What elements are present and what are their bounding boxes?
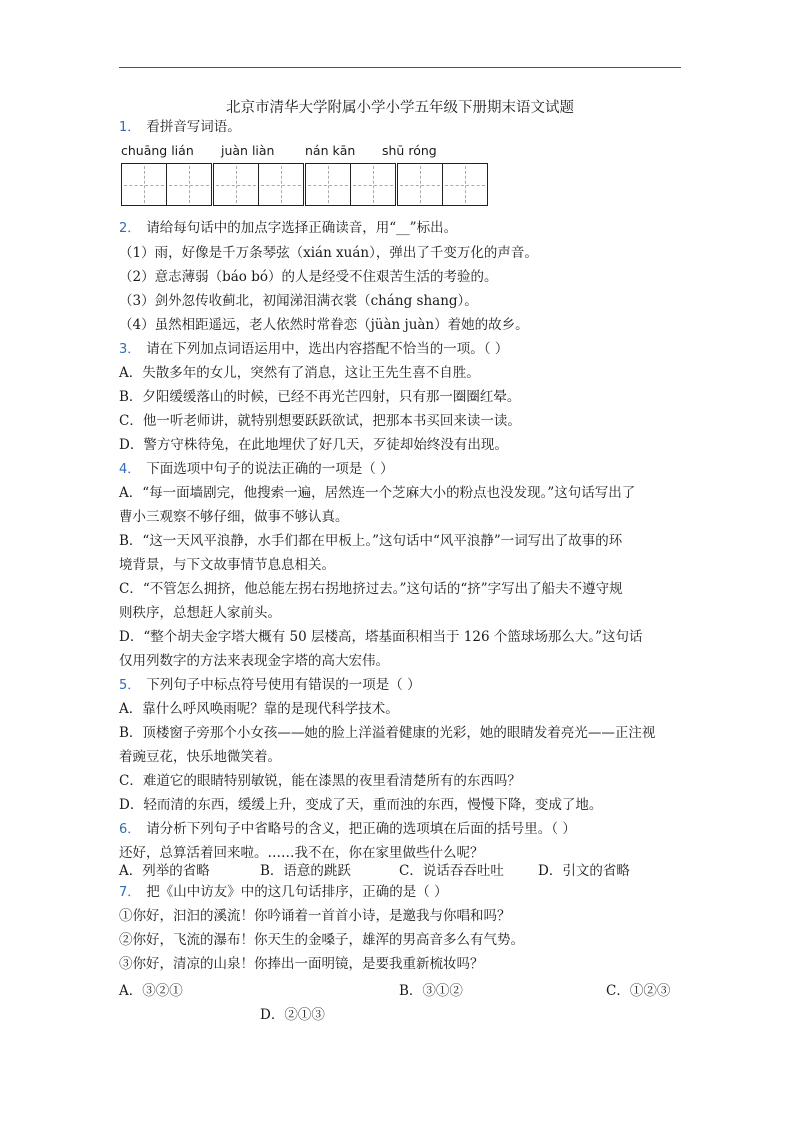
tian-cell	[258, 163, 304, 206]
answer-box[interactable]	[121, 163, 213, 206]
option: B．夕阳缓缓落山的时候，已经不再光芒四射，只有那一圈圈红晕。	[119, 389, 521, 405]
sub-item: （3）剑外忽传收蓟北，初闻涕泪满衣裳（cháng shang）。	[119, 293, 478, 309]
option-line: C．难道它的眼睛特别敏锐，能在漆黑的夜里看清楚所有的东西吗？	[119, 773, 521, 789]
question-1	[119, 118, 689, 137]
option: A．③②①	[119, 983, 183, 999]
tian-cell	[305, 163, 351, 206]
answer-box[interactable]	[213, 163, 305, 206]
question-number: 2．	[119, 221, 141, 236]
question-6	[119, 820, 689, 839]
option: A．失散多年的女儿，突然有了消息，这让王先生喜不自胜。	[119, 365, 480, 381]
sub-item: （4）虽然相距遥远，老人依然时常眷恋（jüàn juàn）着她的故乡。	[119, 317, 529, 333]
page-title: 北京市清华大学附属小学小学五年级下册期末语文试题	[226, 100, 574, 116]
question-text: 下列句子中标点符号使用有错误的一项是（ ）	[146, 677, 421, 693]
writing-grid	[121, 163, 489, 206]
question-number: 6．	[119, 822, 141, 837]
option-line: A．“每一面墙剧完，他搜索一遍，居然连一个芝麻大小的粉点也没发现。”这句话写出了	[119, 485, 636, 501]
option-line: C．“不管怎么拥挤，他总能左拐右拐地挤过去。”这句话的“挤”字写出了船夫不遵守规	[119, 581, 623, 597]
option: D．引文的省略	[538, 863, 630, 879]
option-line: B．“这一天风平浪静，水手们都在甲板上。”这句话中“风平浪静”一词写出了故事的环	[119, 533, 623, 549]
option: D．警方守株待兔，在此地埋伏了好几天，歹徒却始终没有出现。	[119, 437, 508, 453]
sub-item: （2）意志薄弱（báo bó）的人是经受不住艰苦生活的考验的。	[119, 269, 498, 285]
pinyin-label: chuāng lián	[121, 143, 194, 158]
question-number: 3．	[119, 342, 141, 357]
option: C．他一听老师讲，就特别想要跃跃欲试，把那本书买回来读一读。	[119, 413, 521, 429]
option-line: 则秩序，总想赶人家前头。	[119, 605, 281, 621]
option-line: 仅用列数字的方法来表现金字塔的高大宏伟。	[119, 653, 389, 669]
option-line: 着豌豆花，快乐地微笑着。	[119, 749, 281, 765]
option-line: A．靠什么呼风唤雨呢？靠的是现代科学技术。	[119, 701, 399, 717]
option: D．②①③	[260, 1007, 325, 1023]
tian-cell	[213, 163, 259, 206]
pinyin-label: juàn liàn	[221, 143, 275, 158]
option-line: B．顶楼窗子旁那个小女孩——她的脸上洋溢着健康的光彩，她的眼睛发着亮光——正注视	[119, 725, 656, 741]
option-line: 曹小三观察不够仔细，做事不够认真。	[119, 509, 349, 525]
question-3	[119, 340, 689, 359]
option: A．列举的省略	[119, 863, 210, 879]
pinyin-label: shū róng	[382, 143, 437, 158]
question-number: 7．	[119, 885, 141, 900]
question-number: 1．	[119, 120, 141, 135]
question-7	[119, 883, 689, 902]
question-5	[119, 676, 689, 695]
question-text: 把《山中访友》中的这几句话排序，正确的是（ ）	[146, 884, 448, 900]
question-text: 看拼音写词语。	[146, 119, 241, 135]
question-number: 5．	[119, 678, 141, 693]
question-4	[119, 460, 689, 479]
question-text: 请分析下列句子中省略号的含义，把正确的选项填在后面的括号里。（ ）	[146, 821, 576, 837]
option: B．③①②	[399, 983, 463, 999]
sentence-line: ③你好，清凉的山泉！你捧出一面明镜，是要我重新梳妆吗？	[119, 956, 484, 972]
question-text: 下面选项中句子的说法正确的一项是（ ）	[146, 461, 394, 477]
question-number: 4．	[119, 462, 141, 477]
question-text: 请给每句话中的加点字选择正确读音，用“__”标出。	[146, 220, 458, 236]
pinyin-label: nán kān	[305, 143, 356, 158]
option: C．说话吞吞吐吐	[399, 863, 504, 879]
answer-box[interactable]	[397, 163, 489, 206]
option: C．①②③	[606, 983, 671, 999]
tian-cell	[350, 163, 396, 206]
option-line: D．“整个胡夫金字塔大概有 50 层楼高，塔基面积相当于 126 个篮球场那么大。”这句话	[119, 629, 643, 645]
quoted-sentence: 还好，总算活着回来啦。……我不在，你在家里做些什么呢？	[119, 845, 484, 861]
question-text: 请在下列加点词语运用中，选出内容搭配不恰当的一项。（ ）	[146, 341, 509, 357]
tian-cell	[442, 163, 488, 206]
header-rule	[119, 67, 681, 68]
answer-box[interactable]	[305, 163, 397, 206]
option: B．语意的跳跃	[260, 863, 351, 879]
tian-cell	[397, 163, 443, 206]
tian-cell	[121, 163, 167, 206]
option-line: 境背景，与下文故事情节息息相关。	[119, 557, 335, 573]
option-line: D．轻而清的东西，缓缓上升，变成了天，重而浊的东西，慢慢下降，变成了地。	[119, 797, 603, 813]
sentence-line: ①你好，汩汩的溪流！你吟诵着一首首小诗，是邀我与你唱和吗？	[119, 908, 511, 924]
tian-cell	[166, 163, 212, 206]
question-2	[119, 219, 689, 238]
sub-item: （1）雨，好像是千万条琴弦（xián xuán），弹出了千变万化的声音。	[119, 245, 538, 261]
sentence-line: ②你好，飞流的瀑布！你天生的金嗓子，雄浑的男高音多么有气势。	[119, 932, 524, 948]
